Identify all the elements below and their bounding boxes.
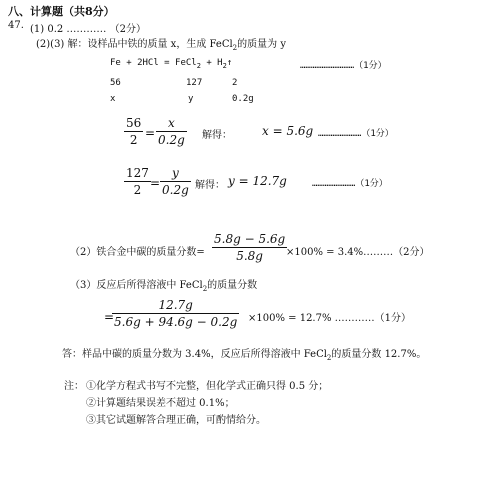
part-3-fraction [112,298,239,329]
fraction-1-numerator: 56 [126,116,142,130]
part-2-label: （2）铁合金中碳的质量分数= [70,247,205,258]
equals-sign: = [150,176,161,190]
part-2-fraction [212,232,287,263]
final-answer-text: 答：样品中碳的质量分数为 3.4%，反应后所得溶液中 FeCl [62,349,327,360]
part-2-result: ×100% = 3.4%………（2分） [286,247,430,258]
mass-h2: 2 [232,78,238,88]
part-3-label-text: （3）反应后所得溶液中 FeCl [70,280,203,291]
fraction-2-right [160,166,191,197]
subscript-2: 2 [196,61,201,70]
result-x: x = 5.6g [262,124,314,138]
fraction-2-rhs-numerator: y [171,166,179,180]
fraction-2-numerator: 127 [126,166,149,180]
fraction-2-rhs-denominator: 0.2g [162,183,189,197]
equation-score: …………………………（1分） [300,61,387,71]
fraction-bar [112,313,239,314]
part-3-result: ×100% = 12.7% …………（1分） [248,313,412,324]
part-1-answer: (1) 0.2 ………… （2分） [30,24,146,35]
solution-intro-text: (2)(3) 解：设样品中铁的质量 x，生成 FeCl [36,39,233,50]
var-y: y [188,94,194,104]
part-3-label-tail: 的质量分数 [207,280,258,291]
var-x: x [110,94,116,104]
equation-right: + H [206,58,223,68]
value-h2: 0.2g [232,94,254,104]
solve-label-2: 解得： [195,180,225,191]
fraction-1-rhs-denominator: 0.2g [158,133,185,147]
solution-intro-tail: 的质量为 y [237,39,286,50]
score-1: ……………………（1分） [318,129,394,139]
part-3-denominator: 5.6g + 94.6g − 0.2g [114,315,238,329]
fraction-bar [160,181,191,182]
chemical-equation [110,58,232,70]
note-2: ②计算题结果误差不超过 0.1%； [86,398,235,409]
fraction-bar [124,131,143,132]
part-2-numerator: 5.8g − 5.6g [214,232,286,246]
final-answer-tail: 的质量分数 12.7%。 [331,349,427,360]
fraction-2-denominator: 2 [133,183,142,197]
part-2-denominator: 5.8g [236,249,263,263]
result-y: y = 12.7g [228,174,287,188]
gas-arrow: ↑ [226,58,233,68]
question-number: 47. [8,20,24,31]
section-title: 八、计算题（共8分） [8,5,115,18]
note-1: ①化学方程式书写不完整，但化学式正确只得 0.5 分； [86,381,329,392]
solve-label-1: 解得： [202,130,232,141]
fraction-bar [212,247,287,248]
fraction-1-left [124,116,143,147]
part-3-label [70,276,257,293]
fraction-bar [156,131,187,132]
equals-sign: = [145,126,156,140]
note-3: ③其它试题解答合理正确，可酌情给分。 [86,415,266,426]
subscript-2: 2 [232,44,238,52]
final-answer [62,345,426,362]
fraction-1-rhs-numerator: x [167,116,175,130]
subscript-2: 2 [202,285,208,293]
fraction-bar [124,181,151,182]
part-3-numerator: 12.7g [158,298,193,312]
fraction-1-right [156,116,187,147]
fraction-1-denominator: 2 [129,133,138,147]
mass-fecl2: 127 [186,78,203,88]
mass-fe: 56 [110,78,121,88]
solution-intro [36,35,286,52]
subscript-2: 2 [326,354,332,362]
subscript-2: 2 [222,61,227,70]
fraction-2-left [124,166,151,197]
note-label: 注： [64,381,84,392]
score-2: ……………………（1分） [312,179,388,189]
equation-left: Fe + 2HCl = FeCl [110,58,197,68]
part-3-equals: = [104,310,115,324]
